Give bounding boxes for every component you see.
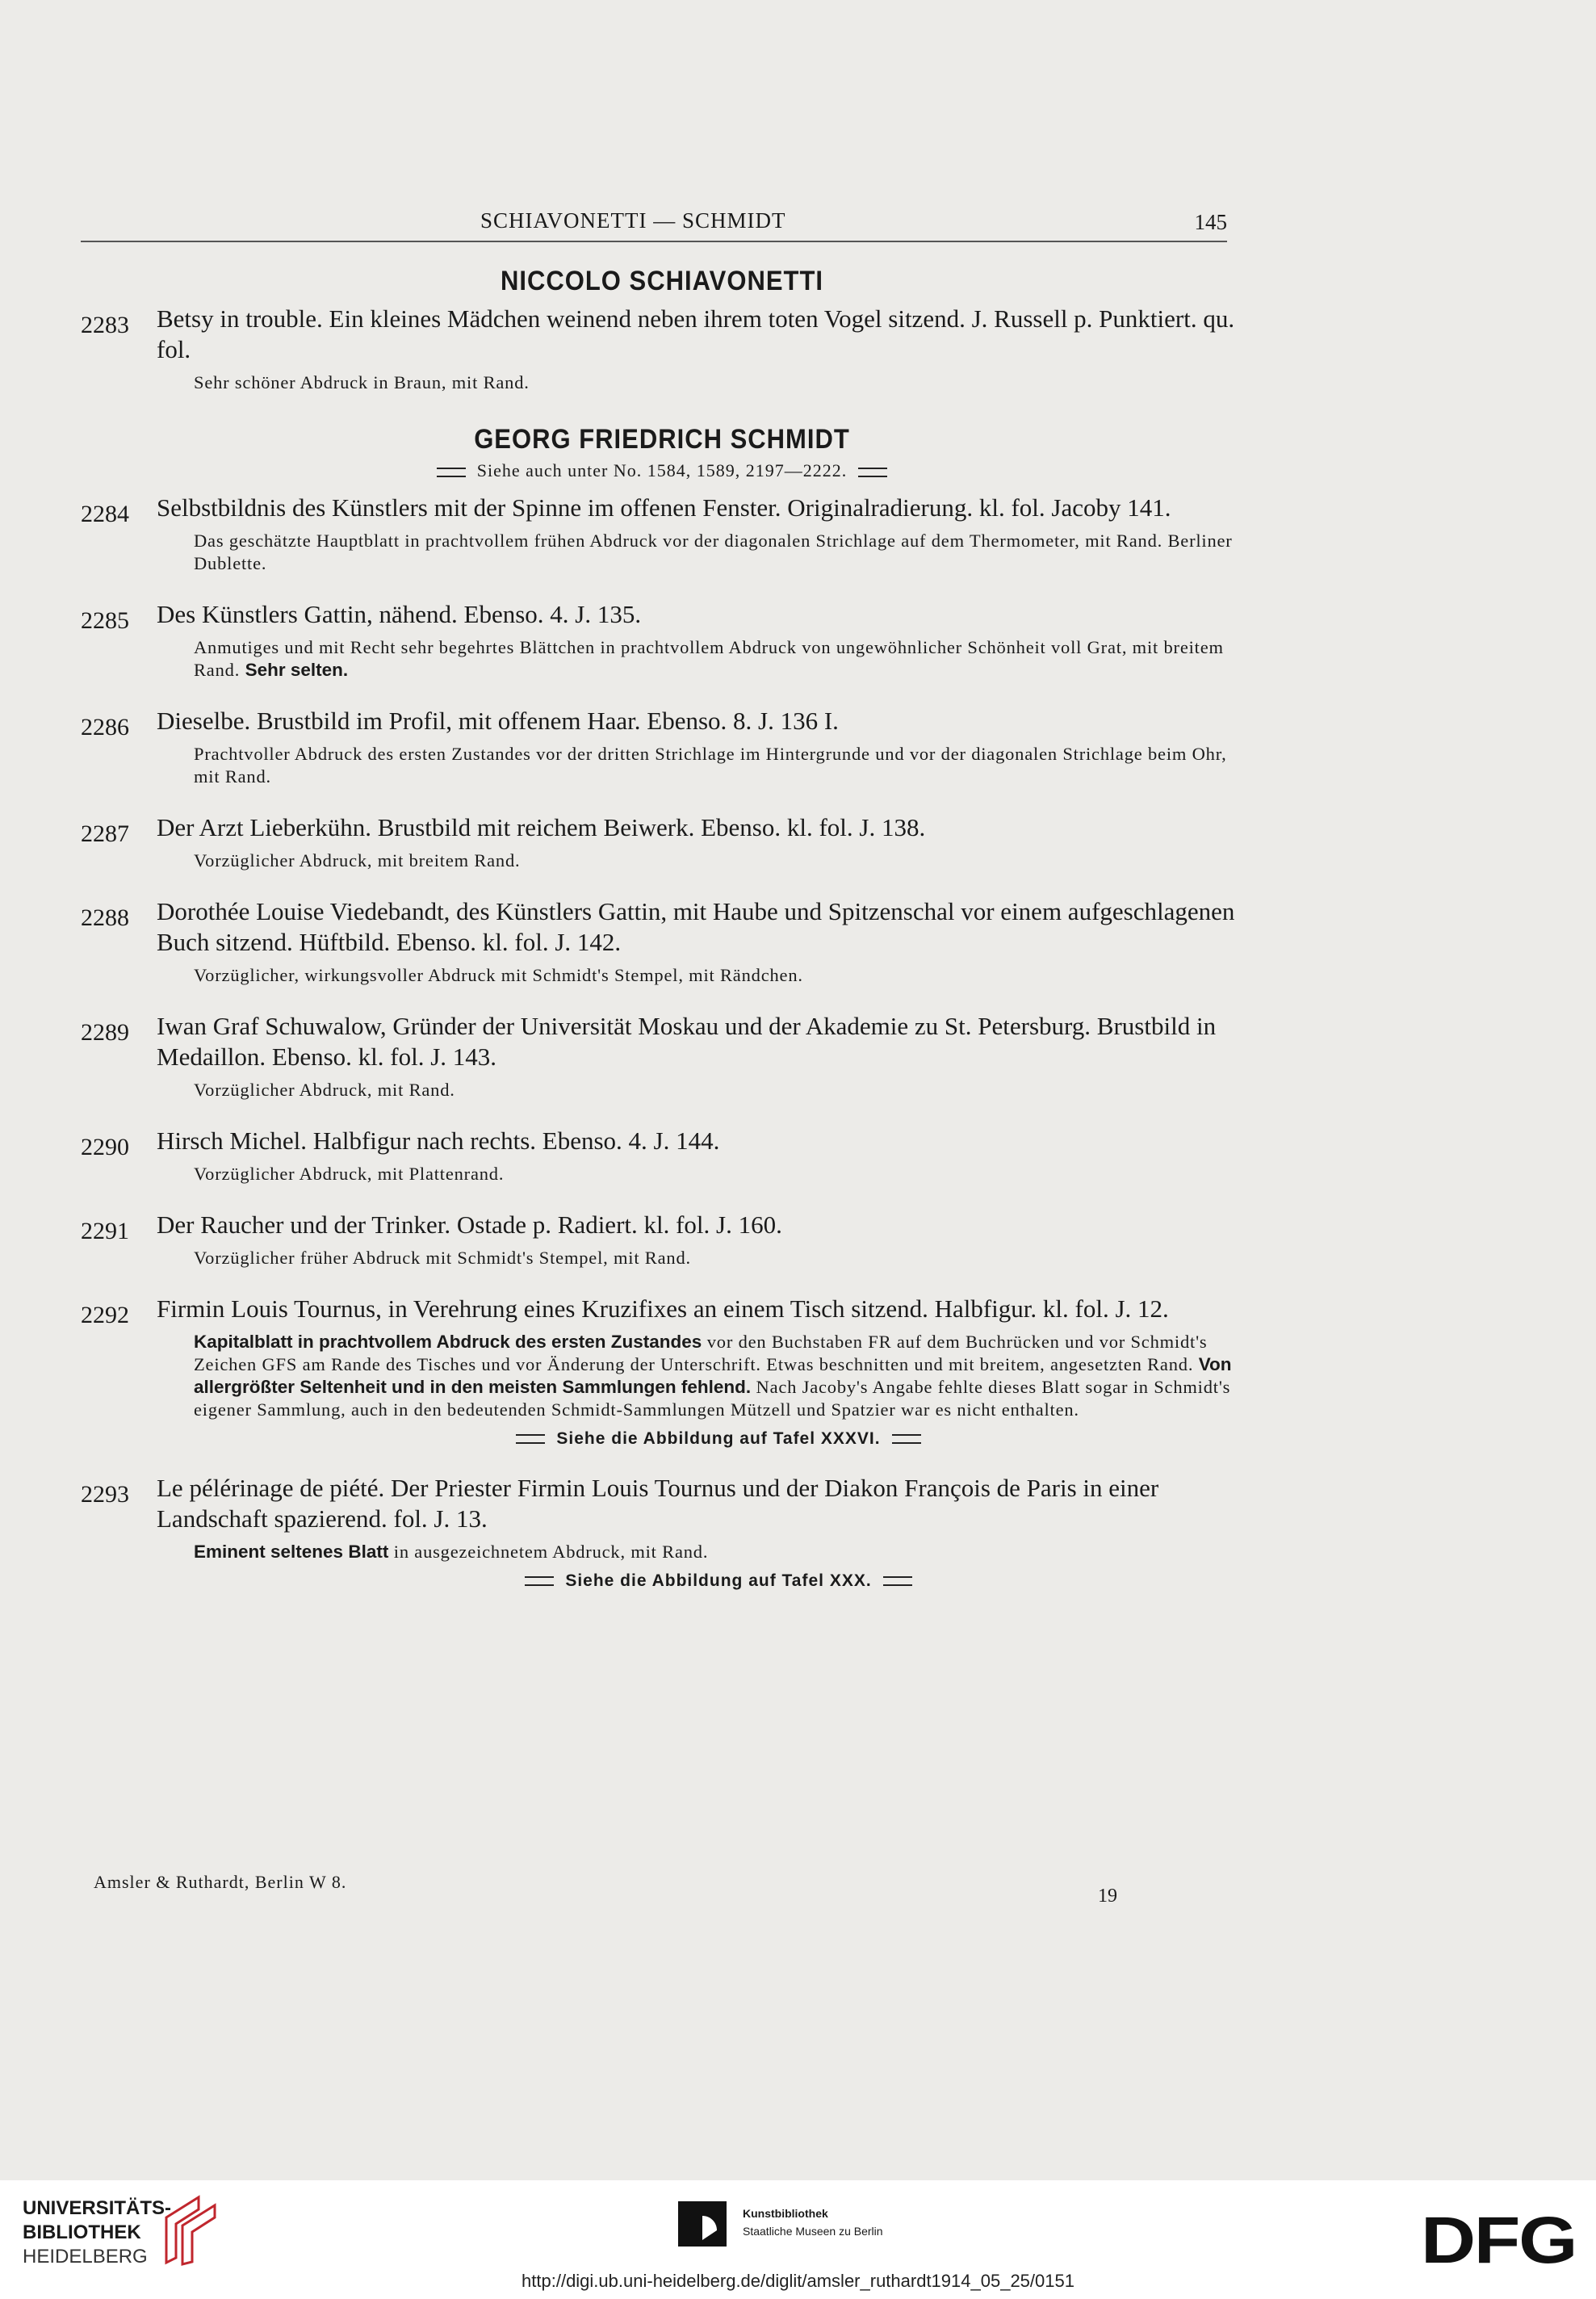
entry-number: 2283 xyxy=(81,312,129,338)
note-text: vor den Buchstaben FR auf dem Buchrücken und vor Schmidt's Zeichen GFS am Rande des Tisches und vor Änderung der Unterschrift. Etwas beschnitten und mit breitem, angesetzten Rand. xyxy=(194,1332,1208,1374)
note-text: Prachtvoller Abdruck des ersten Zustandes vor der dritten Strichlage im Hintergrunde und vor der diagonalen Strichlage beim Ohr, mit Rand. xyxy=(194,744,1227,787)
entry-title: Hirsch Michel. Halbfigur nach rechts. Ebenso. 4. J. 144. xyxy=(157,1126,720,1155)
entry-condition-note xyxy=(194,743,1243,788)
entry-number: 2286 xyxy=(81,714,129,740)
decorative-rule xyxy=(858,468,887,477)
artist-heading: NICCOLO SCHIAVONETTI xyxy=(500,265,824,296)
decorative-rule xyxy=(525,1576,554,1586)
entry-title: Des Künstlers Gattin, nähend. Ebenso. 4. J. 135. xyxy=(157,600,642,628)
note-text: Das geschätzte Hauptblatt in prachtvollem frühen Abdruck vor der diagonalen Strichlage auf dem Thermometer, mit Rand. Berliner Dublette. xyxy=(194,531,1233,573)
entry-condition-note xyxy=(194,636,1243,682)
kunstbibliothek-text xyxy=(743,2205,883,2240)
catalog-entry xyxy=(81,706,1243,788)
entry-condition-note xyxy=(194,530,1243,575)
uni-line-1: UNIVERSITÄTS- xyxy=(23,2197,172,2219)
entry-number: 2290 xyxy=(81,1134,129,1160)
catalog-entry xyxy=(81,493,1243,575)
entry-number: 2292 xyxy=(81,1302,129,1328)
note-text: Anmutiges und mit Recht sehr begehrtes Blättchen in prachtvollem Abdruck von ungewöhnlicher Schönheit voll Grat, mit breitem Rand. xyxy=(194,637,1224,680)
note-text: Vorzüglicher Abdruck, mit breitem Rand. xyxy=(194,850,521,871)
kunstbibliothek-logo-icon[interactable] xyxy=(678,2201,727,2247)
uni-heidelberg-emblem-icon[interactable] xyxy=(158,2193,223,2266)
publisher-line: Amsler & Ruthardt, Berlin W 8. xyxy=(94,1872,347,1892)
entry-title: Dieselbe. Brustbild im Profil, mit offenem Haar. Ebenso. 8. J. 136 I. xyxy=(157,707,839,735)
kb-line-2: Staatliche Museen zu Berlin xyxy=(743,2225,883,2238)
note-text: Vorzüglicher früher Abdruck mit Schmidt's Stempel, mit Rand. xyxy=(194,1248,691,1268)
note-emphasis: Eminent seltenes Blatt xyxy=(194,1542,389,1562)
note-emphasis: Von allergrößter Seltenheit und in den meisten Sammlungen fehlend. xyxy=(194,1354,1232,1397)
plate-reference-text: Siehe die Abbildung auf Tafel XXX. xyxy=(565,1571,872,1590)
plate-reference-text: Siehe die Abbildung auf Tafel XXXVI. xyxy=(556,1429,881,1448)
catalog-entry xyxy=(81,1294,1243,1449)
kb-line-1: Kunstbibliothek xyxy=(743,2207,828,2220)
entry-title: Selbstbildnis des Künstlers mit der Spinne im offenen Fenster. Originalradierung. kl. fol. Jacoby 141. xyxy=(157,493,1171,522)
entry-condition-note xyxy=(194,371,1243,394)
entry-title: Der Raucher und der Trinker. Ostade p. Radiert. kl. fol. J. 160. xyxy=(157,1210,782,1239)
signature-mark: 19 xyxy=(1098,1886,1117,1907)
catalog-entry xyxy=(81,1126,1243,1185)
permalink-url[interactable]: http://digi.ub.uni-heidelberg.de/diglit/amsler_ruthardt1914_05_25/0151 xyxy=(522,2271,1074,2291)
running-head-title: SCHIAVONETTI — SCHMIDT xyxy=(480,208,786,233)
viewer-footer xyxy=(0,2180,1596,2299)
catalog-entry xyxy=(81,599,1243,682)
uni-line-3: HEIDELBERG xyxy=(23,2246,148,2268)
entry-condition-note xyxy=(194,1079,1243,1101)
note-text-end: Nach Jacoby's Angabe fehlte dieses Blatt sogar in Schmidt's eigener Sammlung, auch in den bedeutenden Schmidt-Sammlungen Mützell und Spatzier war es nicht enthalten. xyxy=(194,1377,1231,1420)
note-text: Vorzüglicher Abdruck, mit Plattenrand. xyxy=(194,1164,505,1184)
entry-number: 2289 xyxy=(81,1019,129,1046)
entry-number: 2284 xyxy=(81,501,129,527)
dfg-logo[interactable]: DFG xyxy=(1421,2204,1577,2277)
entry-condition-note xyxy=(194,1541,1243,1563)
entry-condition-note xyxy=(194,964,1243,987)
decorative-rule xyxy=(883,1576,912,1586)
note-text: Vorzüglicher, wirkungsvoller Abdruck mit Schmidt's Stempel, mit Rändchen. xyxy=(194,965,803,985)
catalog-entry xyxy=(81,304,1243,394)
see-also-text: Siehe auch unter No. 1584, 1589, 2197—2222. xyxy=(476,460,848,480)
catalog-entry xyxy=(81,896,1243,987)
running-head xyxy=(81,208,1227,242)
catalog-content xyxy=(81,266,1243,1615)
entry-title: Der Arzt Lieberkühn. Brustbild mit reichem Beiwerk. Ebenso. kl. fol. J. 138. xyxy=(157,813,926,841)
note-emphasis: Sehr selten. xyxy=(245,660,349,680)
artist-heading: GEORG FRIEDRICH SCHMIDT xyxy=(474,423,850,455)
catalog-entry xyxy=(81,812,1243,872)
entry-title: Iwan Graf Schuwalow, Gründer der Universität Moskau und der Akademie zu St. Petersburg. Brustbild in Medaillon. Ebenso. kl. fol. J. 143. xyxy=(157,1012,1217,1071)
decorative-rule xyxy=(516,1434,545,1444)
note-text: Sehr schöner Abdruck in Braun, mit Rand. xyxy=(194,372,530,392)
entry-condition-note xyxy=(194,850,1243,872)
entry-condition-note xyxy=(194,1331,1243,1421)
note-emphasis: Kapitalblatt in prachtvollem Abdruck des ersten Zustandes xyxy=(194,1332,702,1352)
page-number: 145 xyxy=(1194,210,1227,234)
note-text: Vorzüglicher Abdruck, mit Rand. xyxy=(194,1080,455,1100)
entry-title: Betsy in trouble. Ein kleines Mädchen weinend neben ihrem toten Vogel sitzend. J. Russell p. Punktiert. qu. fol. xyxy=(157,304,1235,363)
catalog-entry xyxy=(81,1011,1243,1101)
entry-number: 2293 xyxy=(81,1481,129,1508)
decorative-rule xyxy=(437,468,466,477)
catalog-entry xyxy=(81,1473,1243,1591)
plate-reference xyxy=(194,1429,1243,1449)
entry-number: 2287 xyxy=(81,820,129,847)
entry-number: 2285 xyxy=(81,607,129,634)
see-also-line xyxy=(81,460,1243,481)
entry-number: 2288 xyxy=(81,904,129,931)
note-text: in ausgezeichnetem Abdruck, mit Rand. xyxy=(393,1542,709,1562)
entry-condition-note xyxy=(194,1163,1243,1185)
catalog-entry xyxy=(81,1210,1243,1269)
uni-line-2: BIBLIOTHEK xyxy=(23,2221,141,2243)
entry-title: Le pélérinage de piété. Der Priester Firmin Louis Tournus und der Diakon François de Paris in einer Landschaft spazierend. fol. J. 13. xyxy=(157,1474,1159,1533)
entry-number: 2291 xyxy=(81,1218,129,1244)
plate-reference xyxy=(194,1571,1243,1591)
decorative-rule xyxy=(892,1434,921,1444)
entry-title: Dorothée Louise Viedebandt, des Künstlers Gattin, mit Haube und Spitzenschal vor einem aufgeschlagenen Buch sitzend. Hüftbild. Ebenso. kl. fol. J. 142. xyxy=(157,897,1235,956)
entry-condition-note xyxy=(194,1247,1243,1269)
entry-title: Firmin Louis Tournus, in Verehrung eines Kruzifixes an einem Tisch sitzend. Halbfigur. kl. fol. J. 12. xyxy=(157,1294,1169,1323)
uni-heidelberg-logo-text[interactable] xyxy=(23,2196,171,2269)
